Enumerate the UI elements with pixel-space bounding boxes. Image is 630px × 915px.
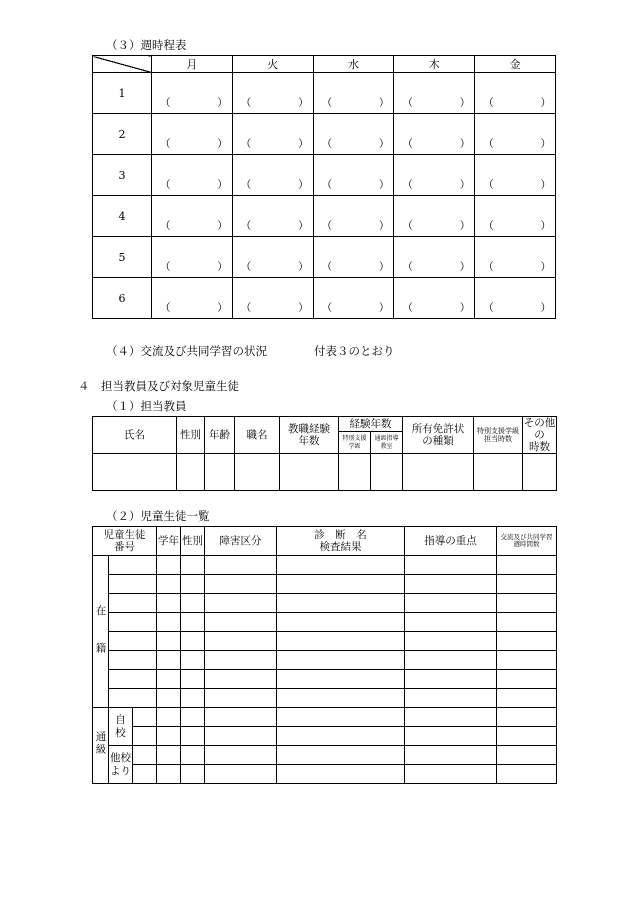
paren-open: （ [240, 138, 252, 150]
cell[interactable] [277, 651, 405, 670]
cell[interactable] [205, 708, 277, 727]
schedule-cell[interactable] [475, 196, 556, 237]
cell[interactable] [157, 670, 181, 689]
cell[interactable] [405, 556, 497, 575]
cell[interactable] [405, 594, 497, 613]
schedule-cell[interactable] [394, 114, 475, 155]
header-gender: 性別 [181, 527, 205, 556]
student-number-cell[interactable] [109, 594, 157, 613]
schedule-cell[interactable] [152, 196, 233, 237]
cell[interactable] [181, 670, 205, 689]
table-row [93, 765, 557, 784]
weekly-schedule-table [92, 55, 556, 319]
paren-close: ） [459, 179, 471, 191]
header-resource-room: 通級指導 教室 [371, 431, 403, 453]
header-special-hours: 特別支援学級 担当時数 [474, 417, 523, 454]
teacher-data-row [93, 454, 557, 491]
cell[interactable] [205, 556, 277, 575]
section4-heading: ４ 担当教員及び対象児童生徒 [78, 379, 239, 393]
student-number-cell[interactable] [133, 727, 157, 746]
header-other-hours: その他 の 時数 [523, 417, 556, 454]
schedule-cell[interactable] [475, 73, 556, 114]
cell[interactable] [403, 454, 474, 491]
paren-close: ） [298, 179, 309, 191]
header-license: 所有免許状 の種類 [403, 417, 474, 454]
schedule-row [93, 155, 556, 196]
cell[interactable] [157, 765, 181, 784]
day-thursday: 木 [394, 56, 475, 73]
corner-cell [93, 56, 152, 73]
paren-close: ） [459, 220, 471, 232]
paren-open: （ [402, 97, 413, 109]
cell[interactable] [280, 454, 339, 491]
header-gender: 性別 [177, 417, 205, 454]
schedule-cell[interactable] [394, 155, 475, 196]
cell[interactable] [205, 765, 277, 784]
schedule-cell[interactable] [475, 114, 556, 155]
period-number: 1 [93, 73, 152, 114]
cell[interactable] [205, 613, 277, 632]
cell[interactable] [277, 727, 405, 746]
header-grade: 学年 [157, 527, 181, 556]
period-number: 5 [93, 237, 152, 278]
paren-open: （ [321, 302, 333, 314]
cell[interactable] [277, 670, 405, 689]
student-number-cell[interactable] [133, 708, 157, 727]
table-row [93, 556, 557, 575]
paren-close: ） [217, 138, 228, 150]
paren-close: ） [540, 179, 551, 191]
schedule-cell[interactable] [232, 278, 313, 319]
cell[interactable] [405, 746, 497, 765]
student-number-cell[interactable] [133, 746, 157, 765]
paren-open: （ [321, 261, 333, 273]
schedule-row [93, 196, 556, 237]
paren-open: （ [240, 302, 252, 314]
cell[interactable] [405, 670, 497, 689]
cell[interactable] [157, 632, 181, 651]
cell[interactable] [205, 727, 277, 746]
cell[interactable] [497, 651, 557, 670]
cell[interactable] [497, 575, 557, 594]
schedule-cell[interactable] [313, 155, 394, 196]
schedule-cell[interactable] [313, 278, 394, 319]
cell[interactable] [497, 746, 557, 765]
student-number-cell[interactable] [109, 632, 157, 651]
cell[interactable] [181, 708, 205, 727]
schedule-cell[interactable] [313, 73, 394, 114]
other-school-label: 他校 より [109, 746, 133, 784]
cell[interactable] [497, 613, 557, 632]
cell[interactable] [205, 746, 277, 765]
cell[interactable] [474, 454, 523, 491]
period-number: 2 [93, 114, 152, 155]
cell[interactable] [157, 651, 181, 670]
paren-open: （ [483, 179, 494, 191]
student-number-cell[interactable] [109, 556, 157, 575]
enrolled-label-text: 在 籍 [94, 604, 107, 655]
paren-open: （ [483, 261, 494, 273]
table-row [93, 670, 557, 689]
cell[interactable] [181, 765, 205, 784]
day-tuesday: 火 [232, 56, 313, 73]
paren-open: （ [402, 138, 413, 150]
day-monday: 月 [152, 56, 233, 73]
cell[interactable] [181, 689, 205, 708]
paren-open: （ [402, 261, 413, 273]
paren-open: （ [160, 97, 171, 109]
cell[interactable] [205, 594, 277, 613]
schedule-cell[interactable] [475, 155, 556, 196]
table-row [93, 651, 557, 670]
schedule-cell[interactable] [152, 237, 233, 278]
paren-close: ） [217, 97, 228, 109]
cell[interactable] [93, 454, 177, 491]
paren-close: ） [540, 261, 551, 273]
teacher-table [92, 416, 557, 491]
table-row [93, 575, 557, 594]
paren-close: ） [540, 97, 551, 109]
table-row [93, 632, 557, 651]
paren-close: ） [217, 302, 228, 314]
paren-open: （ [402, 302, 413, 314]
cell[interactable] [181, 613, 205, 632]
schedule-cell[interactable] [152, 278, 233, 319]
schedule-row [93, 237, 556, 278]
cell[interactable] [181, 575, 205, 594]
cell[interactable] [157, 575, 181, 594]
paren-open: （ [160, 302, 171, 314]
schedule-cell[interactable] [232, 114, 313, 155]
cell[interactable] [181, 651, 205, 670]
table-row [93, 594, 557, 613]
paren-close: ） [217, 179, 228, 191]
paren-close: ） [217, 261, 228, 273]
cell[interactable] [205, 689, 277, 708]
paren-close: ） [217, 220, 228, 232]
cell[interactable] [405, 727, 497, 746]
cell[interactable] [405, 613, 497, 632]
table-row [93, 613, 557, 632]
schedule-cell[interactable] [313, 237, 394, 278]
cell[interactable] [371, 454, 403, 491]
paren-close: ） [540, 138, 551, 150]
schedule-row [93, 278, 556, 319]
paren-open: （ [321, 97, 333, 109]
schedule-cell[interactable] [394, 73, 475, 114]
paren-open: （ [160, 179, 171, 191]
table-row [93, 727, 557, 746]
paren-close: ） [540, 302, 551, 314]
cell[interactable] [181, 632, 205, 651]
header-age: 年齢 [205, 417, 235, 454]
cell[interactable] [205, 651, 277, 670]
header-name: 氏名 [93, 417, 177, 454]
student-number-cell[interactable] [133, 765, 157, 784]
cell[interactable] [277, 556, 405, 575]
paren-open: （ [483, 138, 494, 150]
own-school-label: 自 校 [109, 708, 133, 746]
student-number-cell[interactable] [109, 689, 157, 708]
schedule-cell[interactable] [152, 155, 233, 196]
paren-close: ） [298, 97, 309, 109]
paren-open: （ [402, 179, 413, 191]
paren-close: ） [378, 138, 390, 150]
paren-open: （ [321, 138, 333, 150]
paren-open: （ [160, 220, 171, 232]
schedule-cell[interactable] [232, 73, 313, 114]
teacher-heading: （１）担当教員 [106, 399, 187, 413]
schedule-cell[interactable] [394, 237, 475, 278]
paren-open: （ [402, 220, 413, 232]
schedule-row [93, 73, 556, 114]
cell[interactable] [497, 594, 557, 613]
paren-close: ） [459, 302, 471, 314]
schedule-cell[interactable] [152, 114, 233, 155]
cell[interactable] [497, 556, 557, 575]
cell[interactable] [157, 613, 181, 632]
cell[interactable] [405, 632, 497, 651]
header-exp-years: 経験年数 [339, 417, 403, 432]
table-row [93, 746, 557, 765]
cell[interactable] [157, 746, 181, 765]
cell[interactable] [497, 689, 557, 708]
cell[interactable] [235, 454, 280, 491]
cell[interactable] [277, 575, 405, 594]
cell[interactable] [277, 746, 405, 765]
cell[interactable] [157, 727, 181, 746]
cell[interactable] [177, 454, 205, 491]
cell[interactable] [181, 746, 205, 765]
day-friday: 金 [475, 56, 556, 73]
paren-close: ） [298, 302, 309, 314]
schedule-cell[interactable] [313, 196, 394, 237]
paren-close: ） [378, 179, 390, 191]
cell[interactable] [157, 708, 181, 727]
cell[interactable] [277, 765, 405, 784]
schedule-cell[interactable] [232, 237, 313, 278]
schedule-cell[interactable] [232, 196, 313, 237]
cell[interactable] [405, 689, 497, 708]
paren-close: ） [459, 261, 471, 273]
header-special-class: 特別支援 学級 [339, 431, 371, 453]
header-student-number: 児童生徒 番号 [93, 527, 157, 556]
paren-open: （ [240, 179, 252, 191]
cell[interactable] [205, 632, 277, 651]
cell[interactable] [181, 556, 205, 575]
cell[interactable] [277, 613, 405, 632]
student-number-cell[interactable] [109, 670, 157, 689]
schedule-cell[interactable] [313, 114, 394, 155]
exchange-heading: （４）交流及び共同学習の状況 [106, 344, 267, 358]
students-heading: （２）児童生徒一覧 [106, 509, 210, 523]
cell[interactable] [181, 594, 205, 613]
cell[interactable] [205, 670, 277, 689]
cell[interactable] [405, 651, 497, 670]
schedule-cell[interactable] [475, 278, 556, 319]
student-number-cell[interactable] [109, 575, 157, 594]
paren-close: ） [459, 138, 471, 150]
paren-close: ） [378, 220, 390, 232]
cell[interactable] [205, 454, 235, 491]
cell[interactable] [497, 632, 557, 651]
paren-close: ） [298, 220, 309, 232]
cell[interactable] [497, 765, 557, 784]
paren-open: （ [483, 302, 494, 314]
period-number: 6 [93, 278, 152, 319]
cell[interactable] [523, 454, 557, 491]
table-row [93, 689, 557, 708]
cell[interactable] [405, 708, 497, 727]
cell[interactable] [405, 575, 497, 594]
paren-open: （ [483, 97, 494, 109]
schedule-cell[interactable] [152, 73, 233, 114]
paren-close: ） [540, 220, 551, 232]
paren-open: （ [321, 179, 333, 191]
period-number: 3 [93, 155, 152, 196]
cell[interactable] [157, 689, 181, 708]
paren-open: （ [240, 261, 252, 273]
header-position: 職名 [235, 417, 280, 454]
cell[interactable] [277, 708, 405, 727]
exchange-note: 付表３のとおり [314, 344, 395, 358]
schedule-cell[interactable] [232, 155, 313, 196]
paren-close: ） [378, 261, 390, 273]
cell[interactable] [339, 454, 371, 491]
cell[interactable] [405, 765, 497, 784]
schedule-cell[interactable] [394, 278, 475, 319]
cell[interactable] [157, 594, 181, 613]
paren-open: （ [240, 97, 252, 109]
cell[interactable] [205, 575, 277, 594]
day-wednesday: 水 [313, 56, 394, 73]
paren-open: （ [160, 138, 171, 150]
cell[interactable] [277, 689, 405, 708]
paren-close: ） [298, 138, 309, 150]
paren-close: ） [378, 97, 390, 109]
schedule-row [93, 114, 556, 155]
cell[interactable] [497, 727, 557, 746]
cell[interactable] [181, 727, 205, 746]
header-disability: 障害区分 [205, 527, 277, 556]
cell[interactable] [277, 632, 405, 651]
paren-close: ） [459, 97, 471, 109]
students-table [92, 526, 557, 784]
header-exchange-hours: 交流及び共同学習 週時間数 [497, 527, 557, 556]
cell[interactable] [157, 556, 181, 575]
schedule-cell[interactable] [394, 196, 475, 237]
cell[interactable] [497, 670, 557, 689]
cell[interactable] [277, 594, 405, 613]
paren-open: （ [240, 220, 252, 232]
student-number-cell[interactable] [109, 651, 157, 670]
enrolled-label [93, 556, 109, 708]
header-diagnosis: 診 断 名 検査結果 [277, 527, 405, 556]
schedule-cell[interactable] [475, 237, 556, 278]
period-number: 4 [93, 196, 152, 237]
tsukyu-label-text: 通級 [94, 731, 107, 757]
table-row [93, 708, 557, 727]
paren-open: （ [483, 220, 494, 232]
tsukyu-label [93, 708, 109, 784]
cell[interactable] [497, 708, 557, 727]
header-focus: 指導の重点 [405, 527, 497, 556]
header-experience: 教職経験 年数 [280, 417, 339, 454]
paren-open: （ [160, 261, 171, 273]
paren-close: ） [298, 261, 309, 273]
schedule-heading: （３）週時程表 [106, 38, 187, 52]
paren-close: ） [378, 302, 390, 314]
student-number-cell[interactable] [109, 613, 157, 632]
paren-open: （ [321, 220, 333, 232]
